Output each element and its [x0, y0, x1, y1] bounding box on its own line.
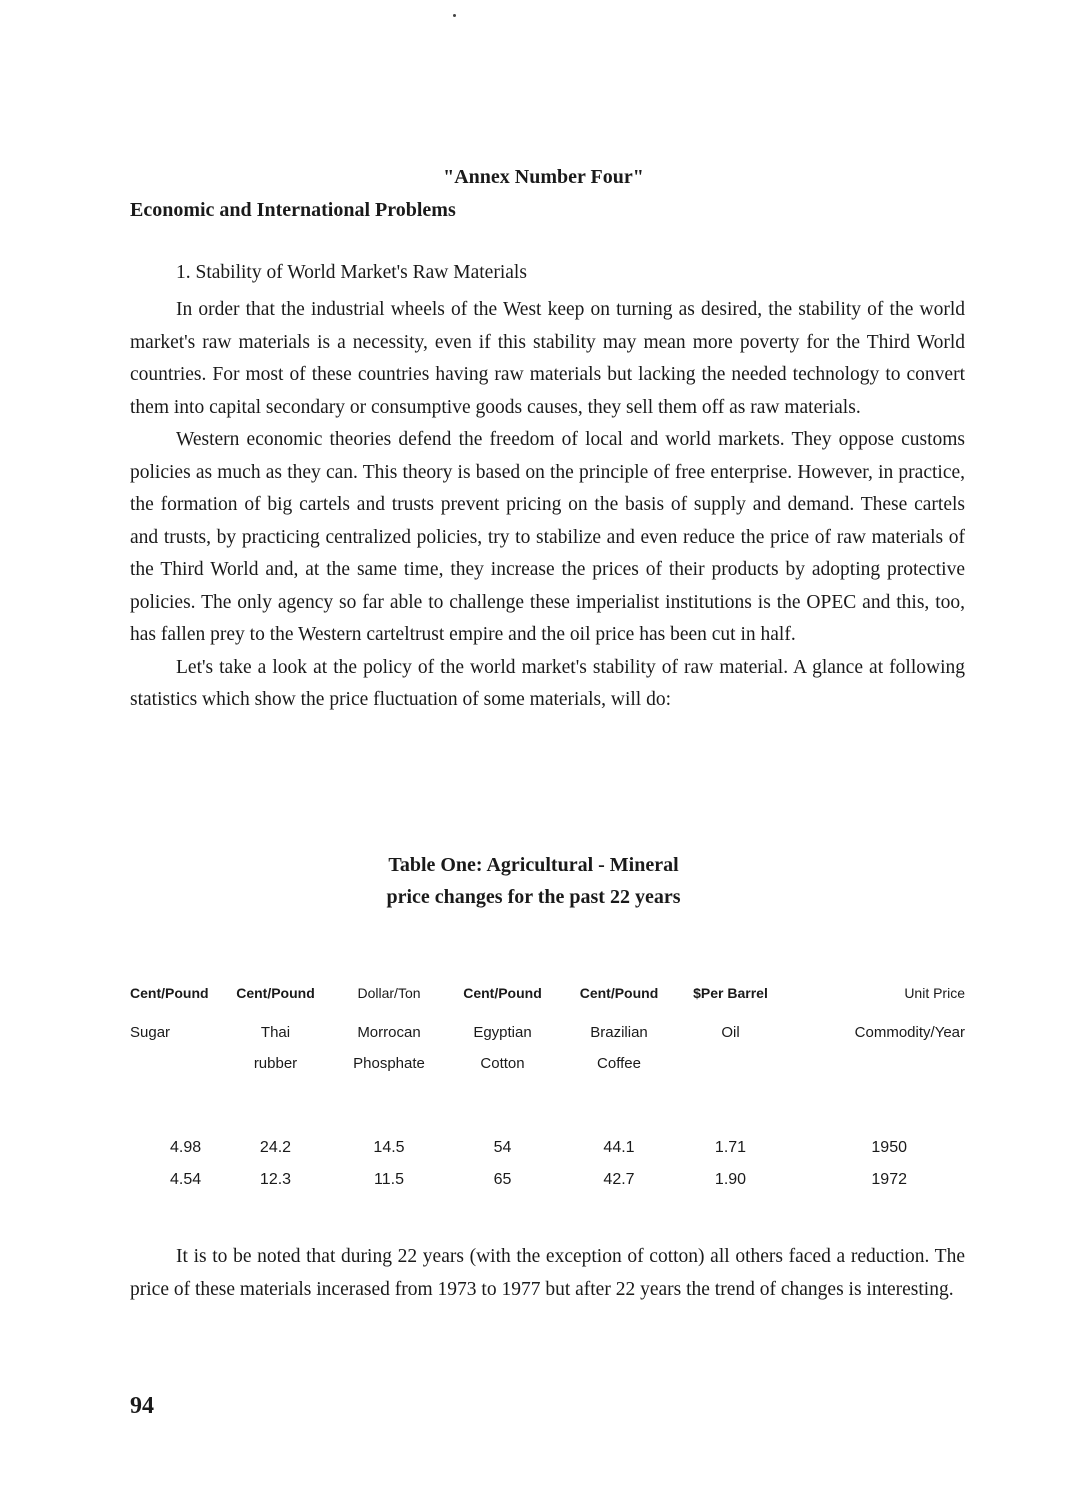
table-header-cell: Sugar — [130, 1024, 171, 1041]
table-header-cell: Cent/Pound — [130, 985, 209, 1001]
table-row — [130, 1139, 965, 1171]
table-cell: 4.54 — [170, 1171, 202, 1188]
table-header-cell: Cent/Pound — [463, 985, 542, 1001]
table-row — [130, 1171, 965, 1203]
paragraph: It is to be noted that during 22 years (with the exception of cotton) all others faced a reduction. The price of these materials incerased from 1973 to 1977 but after 22 years the trend of changes is interesting. — [130, 1246, 965, 1300]
table-header-cell: Cent/Pound — [579, 985, 659, 1001]
table-cell: 1950 — [871, 1139, 907, 1156]
table-header-cell: Thai rubber — [253, 1024, 298, 1072]
table-header-cell: Cent/Pound — [236, 985, 315, 1001]
table-cell: 44.1 — [603, 1139, 635, 1156]
table-cell: 54 — [493, 1139, 512, 1156]
section-title: Economic and International Problems — [130, 199, 456, 221]
table-header-cell: Morrocan Phosphate — [353, 1024, 425, 1072]
table-cell: 4.98 — [170, 1139, 202, 1156]
paragraph: Let's take a look at the policy of the world market's stability of raw material. A glance at following statistics which show the price fluctuation of some materials, will do: — [130, 656, 965, 710]
table-cell: 1972 — [871, 1171, 907, 1188]
table-cell: 1.90 — [714, 1171, 747, 1188]
table-units-row — [130, 985, 965, 1017]
table-header-cell: Commodity/Year — [854, 1024, 965, 1041]
subsection-heading: 1. Stability of World Market's Raw Materials — [176, 262, 527, 283]
page-number: 94 — [130, 1393, 154, 1419]
table-header-cell: Dollar/Ton — [357, 985, 421, 1001]
table-cell: 24.2 — [259, 1139, 292, 1156]
scan-speck — [453, 14, 456, 17]
table-caption-line-2: price changes for the past 22 years — [386, 886, 681, 908]
annex-title: "Annex Number Four" — [443, 166, 644, 188]
paragraph: Western economic theories defend the freedom of local and world markets. They oppose customs policies as much as they can. This theory is based on the principle of free enterprise. However, in practice, the formation of big cartels and trusts prevent pricing on the basis of supply and demand. These cartels and trusts, by practicing centralized policies, try to stabilize and even reduce the price of raw materials of the Third World and, at the same time, they increase the prices of their products by adopting protective policies. The only agency so far able to challenge these imperialist institutions is the OPEC and this, too, has fallen prey to the Western carteltrust empire and the oil price has been cut in half. — [130, 429, 965, 645]
table-caption-line-1: Table One: Agricultural - Mineral — [388, 854, 679, 876]
body-text-bottom — [130, 1241, 965, 1306]
table-header-cell: Brazilian Coffee — [590, 1024, 648, 1072]
price-table — [130, 985, 965, 1203]
body-text-top — [130, 294, 965, 717]
table-cell: 11.5 — [374, 1171, 404, 1188]
table-cell: 65 — [493, 1171, 512, 1188]
table-cell: 42.7 — [603, 1171, 635, 1188]
table-cell: 14.5 — [373, 1139, 405, 1156]
table-commodity-row — [130, 1017, 965, 1139]
table-cell: 12.3 — [259, 1171, 292, 1188]
table-cell: 1.71 — [714, 1139, 747, 1156]
table-header-cell: $Per Barrel — [693, 985, 768, 1001]
table-caption — [0, 849, 1067, 913]
paragraph: In order that the industrial wheels of the West keep on turning as desired, the stability of the world market's raw materials is a necessity, even if this stability may mean more poverty for the Third World countries. For most of these countries having raw materials but lacking the needed technology to convert them into capital secondary or consumptive goods causes, they sell them off as raw materials. — [130, 299, 965, 418]
table-header-cell: Unit Price — [904, 985, 965, 1001]
table-header-cell: Oil — [721, 1024, 740, 1041]
table-header-cell: Egyptian Cotton — [473, 1024, 532, 1072]
